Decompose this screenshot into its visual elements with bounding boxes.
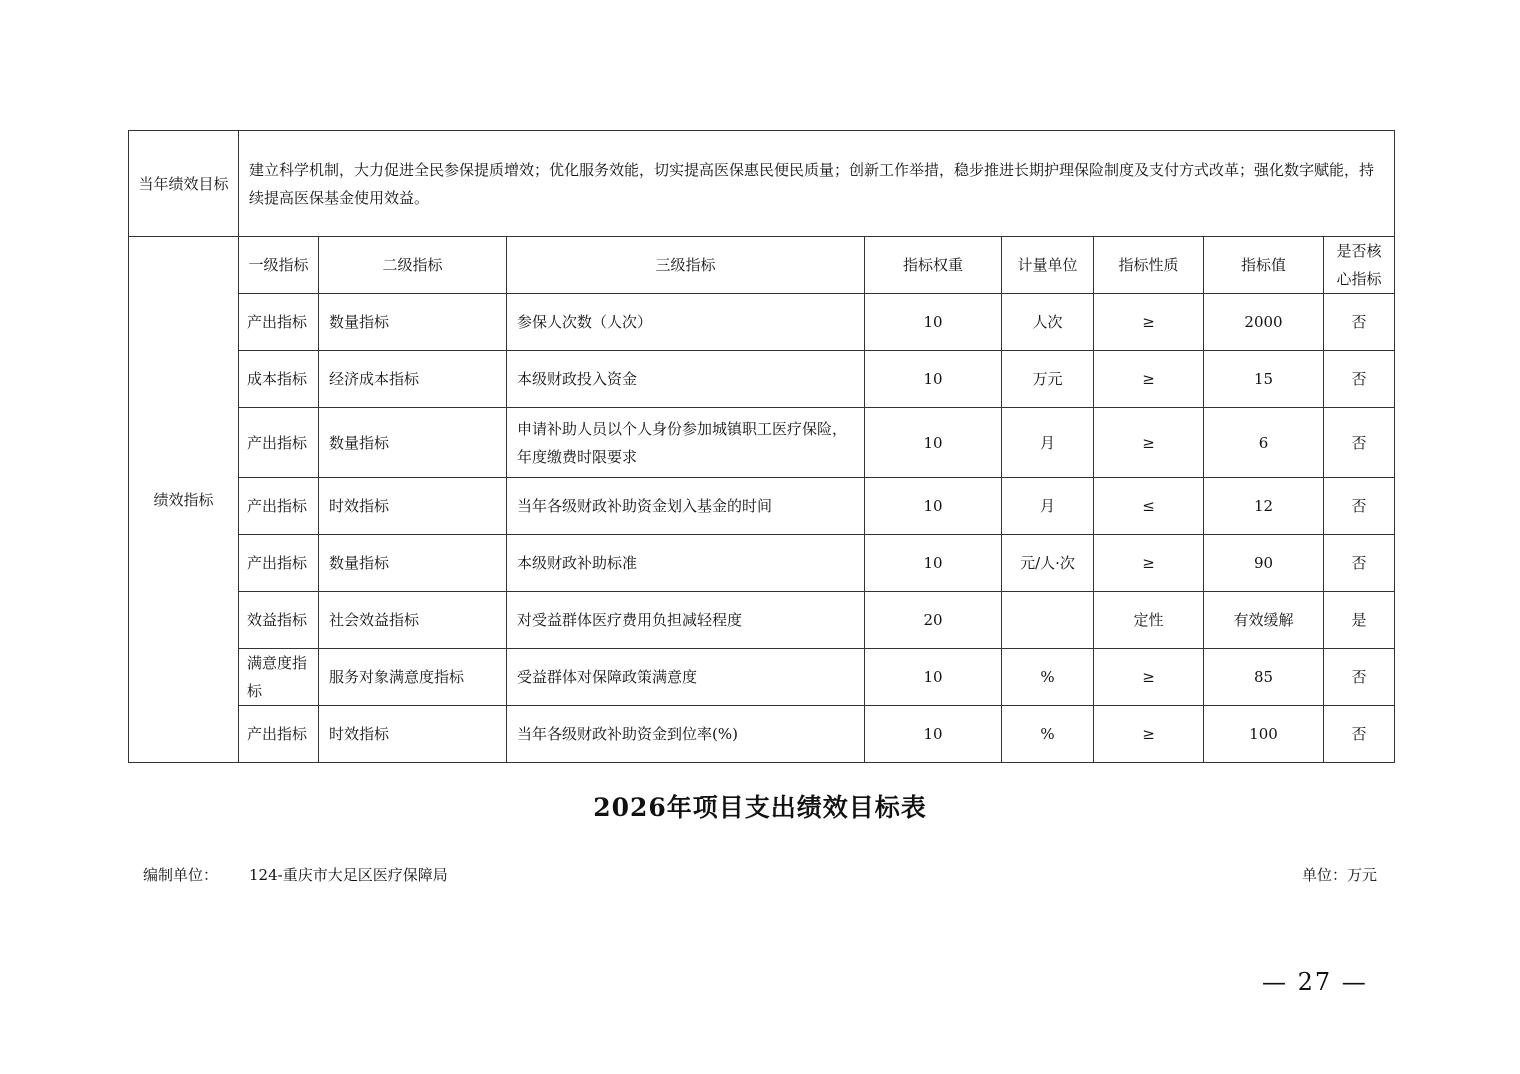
- row-level3: 本级财政补助标准: [507, 535, 865, 592]
- row-level1: 产出指标: [239, 706, 319, 763]
- row-value: 90: [1204, 535, 1324, 592]
- row-level1: 成本指标: [239, 351, 319, 408]
- table-row: [129, 592, 1395, 649]
- table-row: [129, 649, 1395, 706]
- table-row: [129, 535, 1395, 592]
- goal-row: [129, 131, 1395, 237]
- row-level3: 对受益群体医疗费用负担减轻程度: [507, 592, 865, 649]
- row-nature: ≤: [1094, 478, 1204, 535]
- next-table-title: 2026年项目支出绩效目标表: [593, 793, 927, 822]
- page-number: — 27 —: [1262, 968, 1368, 996]
- row-level2: 数量指标: [319, 408, 507, 478]
- row-nature: ≥: [1094, 294, 1204, 351]
- row-core: 否: [1324, 294, 1395, 351]
- row-value: 2000: [1204, 294, 1324, 351]
- row-weight: 10: [865, 351, 1002, 408]
- row-unit: 元/人·次: [1002, 535, 1094, 592]
- row-level3: 当年各级财政补助资金到位率(%): [507, 706, 865, 763]
- row-level3: 本级财政投入资金: [507, 351, 865, 408]
- row-nature: ≥: [1094, 649, 1204, 706]
- indicators-label: 绩效指标: [129, 237, 239, 763]
- row-unit: 月: [1002, 478, 1094, 535]
- row-nature: 定性: [1094, 592, 1204, 649]
- row-core: 否: [1324, 649, 1395, 706]
- row-level1: 产出指标: [239, 478, 319, 535]
- header-level2: 二级指标: [319, 237, 507, 294]
- row-core: 否: [1324, 478, 1395, 535]
- row-unit: [1002, 592, 1094, 649]
- row-level3: 当年各级财政补助资金划入基金的时间: [507, 478, 865, 535]
- row-core: 否: [1324, 535, 1395, 592]
- header-unit: 计量单位: [1002, 237, 1094, 294]
- row-level2: 经济成本指标: [319, 351, 507, 408]
- row-weight: 10: [865, 478, 1002, 535]
- row-level2: 社会效益指标: [319, 592, 507, 649]
- row-value: 15: [1204, 351, 1324, 408]
- performance-table: [128, 130, 1395, 763]
- row-weight: 10: [865, 294, 1002, 351]
- row-core: 否: [1324, 408, 1395, 478]
- row-nature: ≥: [1094, 351, 1204, 408]
- header-level1: 一级指标: [239, 237, 319, 294]
- row-core: 否: [1324, 706, 1395, 763]
- goal-text: 建立科学机制，大力促进全民参保提质增效；优化服务效能，切实提高医保惠民便民质量；创新工作举措，稳步推进长期护理保险制度及支付方式改革；强化数字赋能，持续提高医保基金使用效益。: [239, 131, 1395, 237]
- header-weight: 指标权重: [865, 237, 1002, 294]
- row-nature: ≥: [1094, 408, 1204, 478]
- row-value: 12: [1204, 478, 1324, 535]
- row-value: 有效缓解: [1204, 592, 1324, 649]
- table-row: [129, 294, 1395, 351]
- header-level3: 三级指标: [507, 237, 865, 294]
- row-level1: 效益指标: [239, 592, 319, 649]
- row-unit: 万元: [1002, 351, 1094, 408]
- row-level1: 产出指标: [239, 294, 319, 351]
- row-weight: 10: [865, 535, 1002, 592]
- row-nature: ≥: [1094, 535, 1204, 592]
- table-row: [129, 706, 1395, 763]
- row-level1: 产出指标: [239, 535, 319, 592]
- row-level2: 数量指标: [319, 294, 507, 351]
- header-nature: 指标性质: [1094, 237, 1204, 294]
- row-unit: %: [1002, 649, 1094, 706]
- row-weight: 10: [865, 649, 1002, 706]
- table-row: [129, 351, 1395, 408]
- table-row: [129, 478, 1395, 535]
- row-level3: 参保人次数（人次）: [507, 294, 865, 351]
- row-unit: 人次: [1002, 294, 1094, 351]
- header-value: 指标值: [1204, 237, 1324, 294]
- row-unit: 月: [1002, 408, 1094, 478]
- header-row: [129, 237, 1395, 294]
- org-label: 编制单位：: [143, 866, 219, 884]
- row-level2: 时效指标: [319, 478, 507, 535]
- row-unit: %: [1002, 706, 1094, 763]
- row-weight: 10: [865, 408, 1002, 478]
- row-level3: 受益群体对保障政策满意度: [507, 649, 865, 706]
- row-level2: 时效指标: [319, 706, 507, 763]
- row-value: 6: [1204, 408, 1324, 478]
- table-row: [129, 408, 1395, 478]
- row-level1: 满意度指标: [239, 649, 319, 706]
- row-core: 是: [1324, 592, 1395, 649]
- row-level2: 数量指标: [319, 535, 507, 592]
- header-core: 是否核心指标: [1324, 237, 1395, 294]
- row-level3: 申请补助人员以个人身份参加城镇职工医疗保险，年度缴费时限要求: [507, 408, 865, 478]
- row-weight: 10: [865, 706, 1002, 763]
- row-weight: 20: [865, 592, 1002, 649]
- row-level1: 产出指标: [239, 408, 319, 478]
- row-value: 100: [1204, 706, 1324, 763]
- org-value: 124-重庆市大足区医疗保障局: [249, 866, 448, 884]
- unit-label: 单位：万元: [1302, 866, 1378, 884]
- row-core: 否: [1324, 351, 1395, 408]
- goal-label: 当年绩效目标: [129, 131, 239, 237]
- row-value: 85: [1204, 649, 1324, 706]
- row-level2: 服务对象满意度指标: [319, 649, 507, 706]
- row-nature: ≥: [1094, 706, 1204, 763]
